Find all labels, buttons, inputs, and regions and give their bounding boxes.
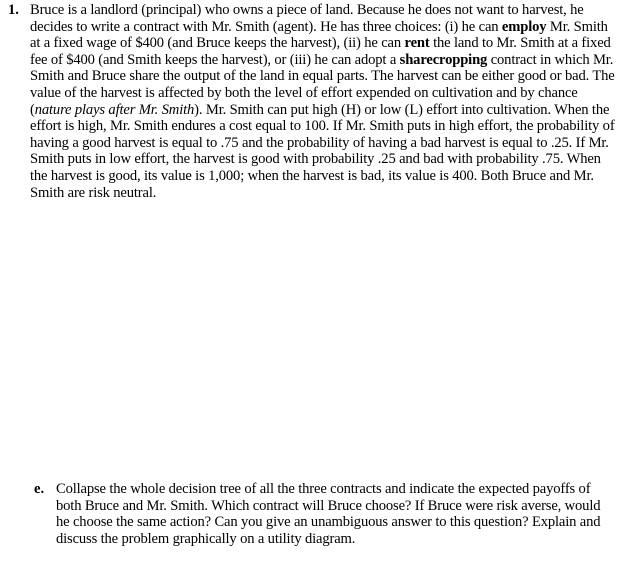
statement-part-2: Mr. Smith at a fixed wage of $400 (and Bruce keeps the harvest), (ii) he can: [30, 18, 608, 52]
statement-part-1: Bruce is a landlord (principal) who owns a piece of land. Because he does not want to harvest, he decides to write a contract with Mr. Smith (agent). He has three choices: (i) he can: [30, 2, 584, 35]
problem-statement: [30, 2, 620, 201]
term-sharecropping: sharecropping: [399, 51, 488, 68]
statement-part-3: the land to Mr. Smith at a fixed fee of $400 (and Smith keeps the harvest), or (iii) he can adopt a: [30, 35, 611, 68]
part-e-label: e.: [34, 481, 45, 497]
term-nature-plays: nature plays after Mr. Smith: [34, 101, 195, 118]
statement-part-4: contract in which Mr. Smith and Bruce share the output of the land in equal parts. The harvest can be either good or bad. The value of the harvest is affected by both the level of effort expended on cultivation and by chance (: [30, 51, 615, 118]
part-e: [34, 481, 616, 547]
part-e-question: Collapse the whole decision tree of all the three contracts and indicate the expected payoffs of both Bruce and Mr. Smith. Which contract will Bruce choose? If Bruce were risk averse, would he choose the same action? Can you give an unambiguous answer to this question? Explain and discuss the problem graphically on a utility diagram.: [56, 481, 601, 547]
statement-part-5: ). Mr. Smith can put high (H) or low (L) effort into cultivation. When the effort is high, Mr. Smith endures a cost equal to 100. If Mr. Smith puts in high effort, the probability of having a good harvest is equal to .75 and the probability of having a bad harvest is equal to .25. If Mr. Smith puts in low effort, the harvest is good with probability .25 and bad with probability .75. When the harvest is good, its value is 1,000; when the harvest is bad, its value is 400. Both Bruce and Mr. Smith are risk neutral.: [30, 101, 615, 201]
term-employ: employ: [501, 18, 547, 35]
problem-number: 1.: [8, 2, 19, 18]
term-rent: rent: [404, 35, 430, 52]
problem-1: [8, 2, 620, 201]
